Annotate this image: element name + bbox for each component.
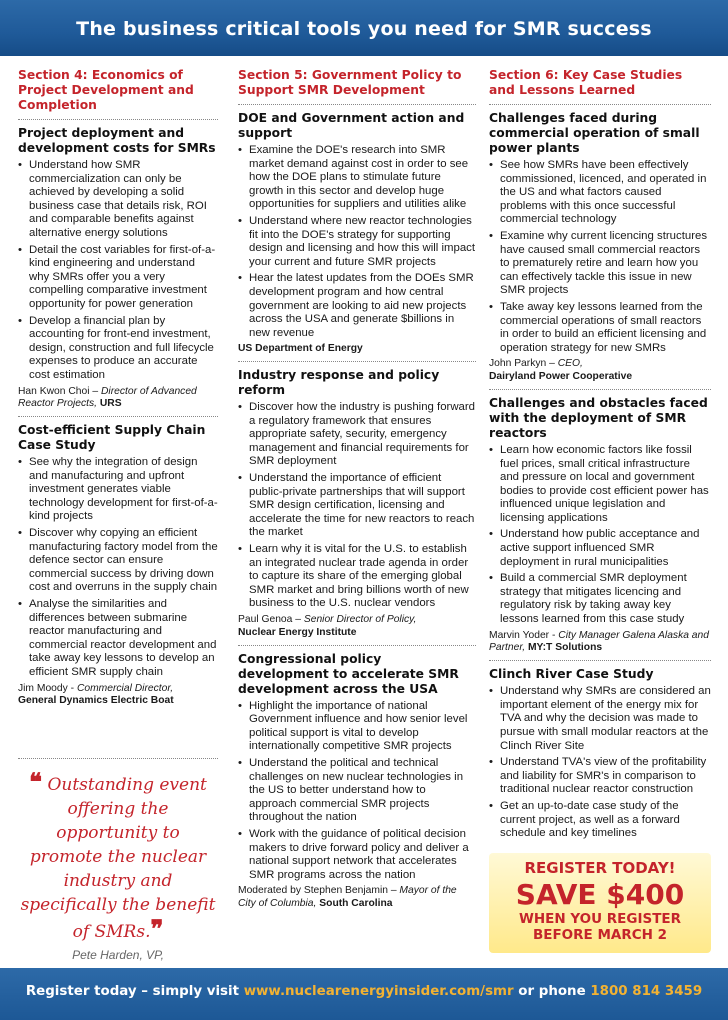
bullet-icon: • xyxy=(238,756,242,769)
bullet-list xyxy=(18,456,218,680)
bullet-list xyxy=(489,685,711,841)
bullet-icon: • xyxy=(489,159,493,171)
section-title: Section 4: Economics of Project Development and Completion xyxy=(18,68,218,120)
bullet-icon: • xyxy=(238,401,242,414)
bullet-list xyxy=(489,444,711,627)
bullet-icon: • xyxy=(18,456,22,469)
register-promo[interactable] xyxy=(489,853,711,953)
bullet-item: • Build a commercial SMR deployment strategy that mitigates licencing and regulatory risk by taking away key lessons learned from this case study xyxy=(489,572,687,626)
testimonial-quote xyxy=(18,767,218,980)
bullet-icon: • xyxy=(489,528,493,541)
promo-deadline: WHEN YOU REGISTER BEFORE MARCH 2 xyxy=(518,911,682,943)
bullet-item: • Work with the guidance of political decision makers to drive forward policy and deliver a national support network that accelerates SMR programs across the nation xyxy=(238,827,469,881)
bullet-item: • Detail the cost variables for first-of-a-kind engineering and understand why SMRs offer you a very compelling comparative investment opportunity for power generation xyxy=(18,243,216,310)
column-section-5 xyxy=(238,68,476,916)
bullet-icon: • xyxy=(489,799,493,812)
footer-text: Register today – simply visit www.nuclearenergyinsider.com/smr or phone 1800 814 3459 xyxy=(25,984,703,999)
speaker: Marvin Yoder - City Manager Galena Alaska and Partner, MY:T Solutions xyxy=(489,629,709,654)
bullet-item: • Understand the political and technical challenges on new nuclear technologies in the US to better understand how to approach commercial SMR projects throughout the nation xyxy=(238,756,464,824)
session-heading: Congressional policy development to accelerate SMR development across the USA xyxy=(238,651,459,696)
register-url-link[interactable]: www.nuclearenergyinsider.com/smr xyxy=(243,984,514,999)
bullet-item: • Understand why SMRs are considered an important element of the energy mix for TVA and why the decision was made to pursue with small modular reactors at the Clinch River Site xyxy=(489,685,711,752)
bullet-item: • Get an up-to-date case study of the current project, as well as a forward schedule and key timelines xyxy=(489,799,680,840)
phone-number[interactable]: 1800 814 3459 xyxy=(590,984,703,999)
bullet-item: • Discover how the industry is pushing forward a regulatory framework that ensures appropriate safety, security, emergency management and financial requirements for SMR deployment xyxy=(238,401,476,468)
speaker: Jim Moody - Commercial Director, General Dynamics Electric Boat xyxy=(18,682,174,707)
bullet-item: • Discover why copying an efficient manufacturing factory model from the defence sector can ensure commercial success by driving down cost and overruns in the supply chain xyxy=(18,527,218,594)
session-heading: Challenges and obstacles faced with the deployment of SMR reactors xyxy=(489,395,708,440)
bullet-list xyxy=(18,159,218,383)
session-heading: Industry response and policy reform xyxy=(238,368,440,398)
session-block xyxy=(238,105,476,362)
speaker: John Parkyn – CEO, Dairyland Power Cooperative xyxy=(489,358,633,383)
header-banner xyxy=(0,0,728,56)
bullet-item: • Learn why it is vital for the U.S. to establish an integrated nuclear trade agenda in order to capture its share of the emerging global SMR market and bring billions worth of new business to the U.S. nuclear vendors xyxy=(238,543,469,610)
bullet-icon: • xyxy=(489,229,493,242)
bullet-icon: • xyxy=(18,527,22,540)
bullet-item: • Examine the DOE's research into SMR market demand against cost in order to see how the DOE plans to stimulate future growth in this sector and develop huge opportunities for suppliers and utilities alike xyxy=(238,144,469,211)
quote-text: ❝ Outstanding event offering the opportunity to promote the nuclear industry and specifically the benefit of SMRs.❞ xyxy=(20,767,216,943)
bullet-icon: • xyxy=(238,699,242,712)
bullet-icon: • xyxy=(18,598,22,611)
bullet-icon: • xyxy=(489,756,493,769)
bullet-icon: • xyxy=(238,272,242,285)
session-block xyxy=(238,362,476,646)
bullet-icon: • xyxy=(238,472,242,485)
bullet-item: • Take away key lessons learned from the commercial operations of small reactors in order to build an efficient licensing and operation strategy for new SMRs xyxy=(489,300,707,354)
quote-author: Pete Harden, VP, xyxy=(72,948,164,962)
speaker: Moderated by Stephen Benjamin – Mayor of the City of Columbia, South Carolina xyxy=(238,885,457,910)
column-section-4 xyxy=(18,68,218,713)
session-block xyxy=(238,646,476,916)
bullet-item: • Understand where new reactor technologies fit into the DOE's strategy for supporting design and licensing and how this will impact your current and future SMR projects xyxy=(238,214,476,268)
section-title: Section 5: Government Policy to Support SMR Development xyxy=(238,68,476,105)
speaker: Paul Genoa – Senior Director of Policy, Nuclear Energy Institute xyxy=(238,614,417,638)
bullet-item: • Develop a financial plan by accounting for front-end investment, design, construction and full lifecycle expenses to produce an accurate cost estimation xyxy=(18,314,214,381)
bullet-icon: • xyxy=(489,300,493,313)
session-heading: Clinch River Case Study xyxy=(489,667,654,682)
bullet-icon: • xyxy=(238,144,242,156)
promo-discount: SAVE $400 xyxy=(515,878,685,911)
bullet-item: • Learn how economic factors like fossil fuel prices, small critical infrastructure and pressure on local and government bodies to provide cost efficient power has influenced unique legislation and licensing applications xyxy=(489,443,709,524)
bullet-icon: • xyxy=(489,572,493,585)
bullet-icon: • xyxy=(238,543,242,556)
session-heading: Cost-efficient Supply Chain Case Study xyxy=(18,423,206,453)
bullet-icon: • xyxy=(18,314,22,327)
bullet-item: • Hear the latest updates from the DOEs SMR development program and how central government are looking to aid new projects across the USA and generate $billions in new revenue xyxy=(238,272,474,339)
bullet-item: • Understand how public acceptance and active support influenced SMR deployment in rural municipalities xyxy=(489,528,700,568)
bullet-list xyxy=(489,159,711,355)
bullet-item: • See why the integration of design and manufacturing and upfront investment generates viable technology development for first-of-a-kind projects xyxy=(18,456,218,523)
session-heading: DOE and Government action and support xyxy=(238,111,465,140)
bullet-icon: • xyxy=(238,827,242,840)
bullet-icon: • xyxy=(489,443,493,456)
speaker: Han Kwon Choi – Director of Advanced Reactor Projects, URS xyxy=(18,385,197,410)
session-block xyxy=(18,120,218,417)
bullet-item: • Understand TVA's view of the profitability and liability for SMR's in comparison to traditional nuclear reactor construction xyxy=(489,756,707,796)
session-heading: Challenges faced during commercial operation of small power plants xyxy=(489,111,700,155)
session-block xyxy=(489,661,711,849)
column-section-6 xyxy=(489,68,711,849)
bullet-item: • Examine why current licencing structures have caused small commercial reactors to prematurely retire and learn how you can effectively tackle this issue in new SMR projects xyxy=(489,229,708,297)
bullet-item: • See how SMRs have been effectively commissioned, licenced, and operated in the US and what factors caused problems with this once successful commercial technology xyxy=(489,159,707,226)
promo-register-today: REGISTER TODAY! xyxy=(524,859,676,877)
bullet-icon: • xyxy=(489,685,493,698)
bullet-list xyxy=(238,700,476,883)
section-title: Section 6: Key Case Studies and Lessons Learned xyxy=(489,68,711,105)
page-title: The business critical tools you need for SMR success xyxy=(76,18,652,40)
speaker: US Department of Energy xyxy=(238,343,363,355)
bullet-list xyxy=(238,144,476,340)
session-block xyxy=(489,390,711,661)
session-block xyxy=(18,417,218,713)
bullet-icon: • xyxy=(18,159,22,171)
bullet-item: • Analyse the similarities and differences between submarine reactor manufacturing and commercial reactor development and take away key lessons to develop an efficient SMR supply chain xyxy=(18,598,217,678)
quote-divider xyxy=(18,758,218,759)
bullet-item: • Highlight the importance of national Government influence and how senior level political support is vital to develop internationally competitive SMR projects xyxy=(238,699,468,753)
bullet-icon: • xyxy=(238,214,242,227)
close-quote-icon: ❞ xyxy=(150,914,164,943)
session-heading: Project deployment and development costs for SMRs xyxy=(18,126,216,155)
bullet-item: • Understand how SMR commercialization can only be achieved by developing a solid business case that details risk, ROI and comparable benefits against alternative energy solutions xyxy=(18,159,207,239)
bullet-item: • Understand the importance of efficient public-private partnerships that will support SMR design certification, licensing and accelerate the time for new reactors to reach the market xyxy=(238,472,475,539)
open-quote-icon: ❝ xyxy=(29,767,43,796)
bullet-list xyxy=(238,401,476,611)
footer-banner xyxy=(0,968,728,1020)
bullet-icon: • xyxy=(18,243,22,256)
session-block xyxy=(489,105,711,390)
